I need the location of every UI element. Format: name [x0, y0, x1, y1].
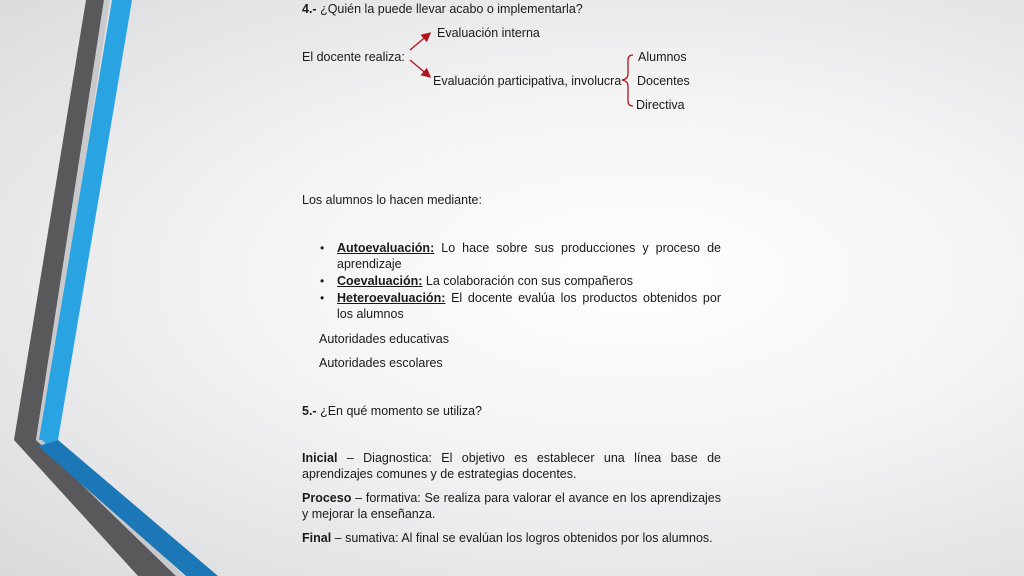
bullet-term: Heteroevaluación: — [337, 291, 446, 305]
bullet-term: Coevaluación: — [337, 274, 423, 288]
involucrado-docentes: Docentes — [637, 74, 690, 88]
bullet-marker: • — [320, 274, 325, 288]
bullet-text: El docente evalúa los productos obtenidos por los alumnos — [337, 291, 721, 321]
involucrado-directiva: Directiva — [636, 98, 685, 112]
bullet-marker: • — [320, 291, 325, 305]
bullet-heteroevaluacion — [337, 290, 721, 322]
involucrado-alumnos: Alumnos — [638, 50, 687, 64]
momento-text: – Diagnostica: El objetivo es establecer una línea base de aprendizajes comunes y de estrategias docentes. — [302, 451, 721, 481]
momento-term: Final — [302, 531, 332, 545]
evaluacion-interna: Evaluación interna — [437, 26, 540, 40]
bullet-autoevaluacion — [337, 240, 721, 272]
autoridades-escolares: Autoridades escolares — [319, 356, 443, 370]
momento-term: Inicial — [302, 451, 338, 465]
bullet-term: Autoevaluación: — [337, 241, 435, 255]
bullet-marker: • — [320, 241, 325, 255]
alumnos-intro: Los alumnos lo hacen mediante: — [302, 193, 482, 207]
section5-number: 5.- — [302, 404, 317, 418]
bullet-text: Lo hace sobre sus producciones y proceso de aprendizaje — [337, 241, 721, 271]
bullet-text: La colaboración con sus compañeros — [422, 274, 633, 288]
autoridades-educativas: Autoridades educativas — [319, 332, 449, 346]
bullet-coevaluacion — [337, 273, 633, 289]
section4-question: ¿Quién la puede llevar acabo o implementarla? — [320, 2, 583, 16]
momento-final — [302, 530, 713, 546]
momento-text: – formativa: Se realiza para valorar el avance en los aprendizajes y mejorar la enseñanza. — [302, 491, 721, 521]
section5-heading — [302, 403, 482, 419]
docente-realiza: El docente realiza: — [302, 50, 405, 64]
momento-text: – sumativa: Al final se evalúan los logros obtenidos por los alumnos. — [331, 531, 713, 545]
momento-inicial — [302, 450, 721, 482]
evaluacion-participativa: Evaluación participativa, involucra — [433, 74, 622, 88]
section5-question: ¿En qué momento se utiliza? — [320, 404, 482, 418]
section4-heading — [302, 1, 583, 17]
section4-number: 4.- — [302, 2, 317, 16]
momento-proceso — [302, 490, 721, 522]
momento-term: Proceso — [302, 491, 352, 505]
